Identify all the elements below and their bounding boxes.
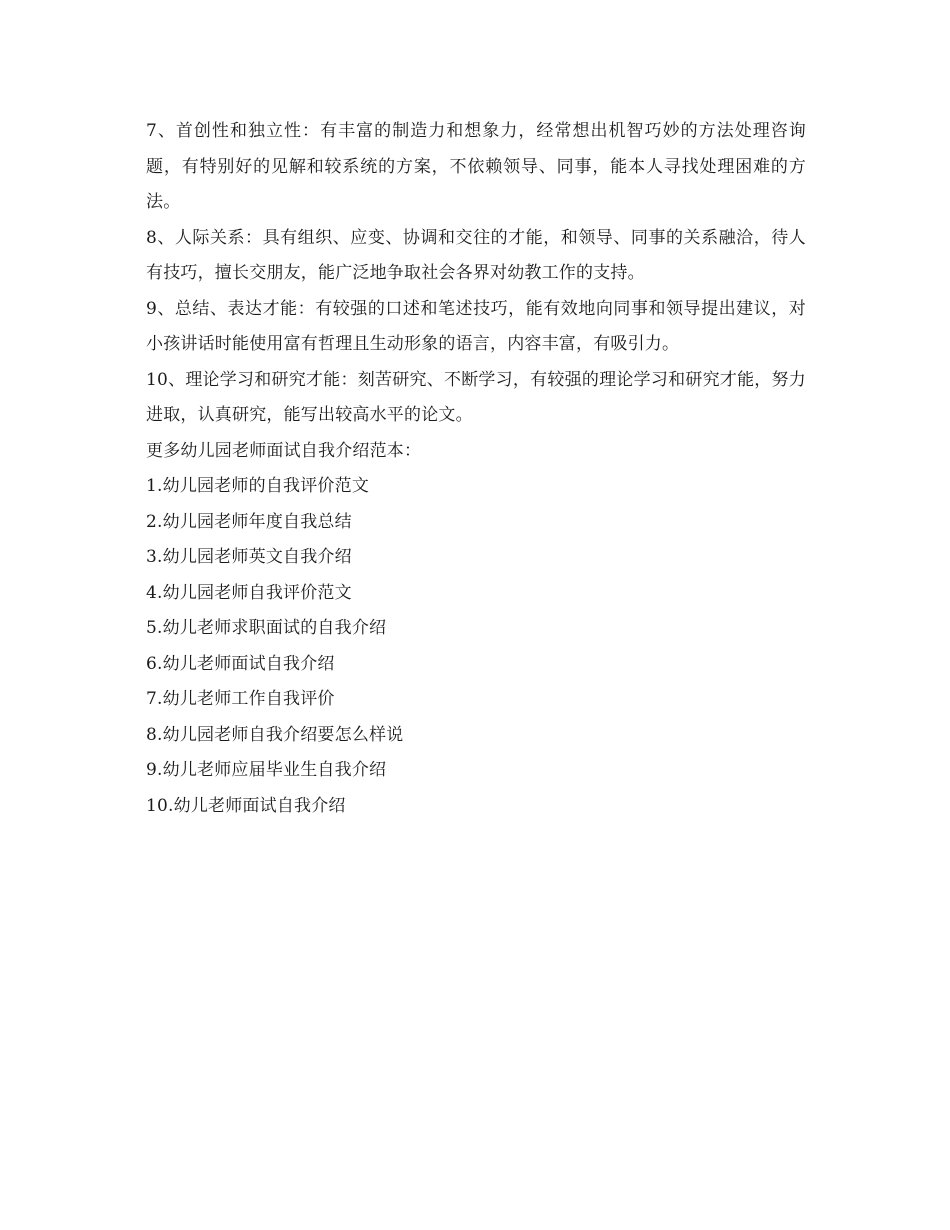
paragraph-research: 10、理论学习和研究才能：刻苦研究、不断学习，有较强的理论学习和研究才能，努力进取，认真研究，能写出较高水平的论文。 bbox=[146, 369, 806, 425]
related-articles-list bbox=[146, 469, 806, 824]
list-item[interactable]: 10.幼儿老师面试自我介绍 bbox=[146, 795, 346, 816]
list-item[interactable]: 5.幼儿老师求职面试的自我介绍 bbox=[146, 618, 387, 638]
paragraph-expression: 9、总结、表达才能：有较强的口述和笔述技巧，能有效地向同事和领导提出建议，对小孩讲话时能使用富有哲理且生动形象的语言，内容丰富，有吸引力。 bbox=[146, 298, 806, 354]
paragraph-originality: 7、首创性和独立性：有丰富的制造力和想象力，经常想出机智巧妙的方法处理咨询题，有特别好的见解和较系统的方案，不依赖领导、同事，能本人寻找处理困难的方法。 bbox=[146, 121, 806, 212]
list-item[interactable]: 2.幼儿园老师年度自我总结 bbox=[146, 511, 352, 532]
list-item[interactable]: 7.幼儿老师工作自我评价 bbox=[146, 689, 335, 709]
list-item[interactable]: 1.幼儿园老师的自我评价范文 bbox=[146, 476, 370, 496]
more-samples-heading: 更多幼儿园老师面试自我介绍范本： bbox=[146, 440, 422, 461]
list-item[interactable]: 6.幼儿老师面试自我介绍 bbox=[146, 653, 335, 674]
list-item[interactable]: 4.幼儿园老师自我评价范文 bbox=[146, 582, 352, 603]
document-body bbox=[146, 114, 806, 824]
list-item[interactable]: 8.幼儿园老师自我介绍要怎么样说 bbox=[146, 724, 404, 745]
paragraph-interpersonal: 8、人际关系：具有组织、应变、协调和交往的才能，和领导、同事的关系融洽，待人有技巧，擅长交朋友，能广泛地争取社会各界对幼教工作的支持。 bbox=[146, 227, 806, 283]
list-item[interactable]: 9.幼儿老师应届毕业生自我介绍 bbox=[146, 760, 387, 780]
list-item[interactable]: 3.幼儿园老师英文自我介绍 bbox=[146, 547, 352, 567]
